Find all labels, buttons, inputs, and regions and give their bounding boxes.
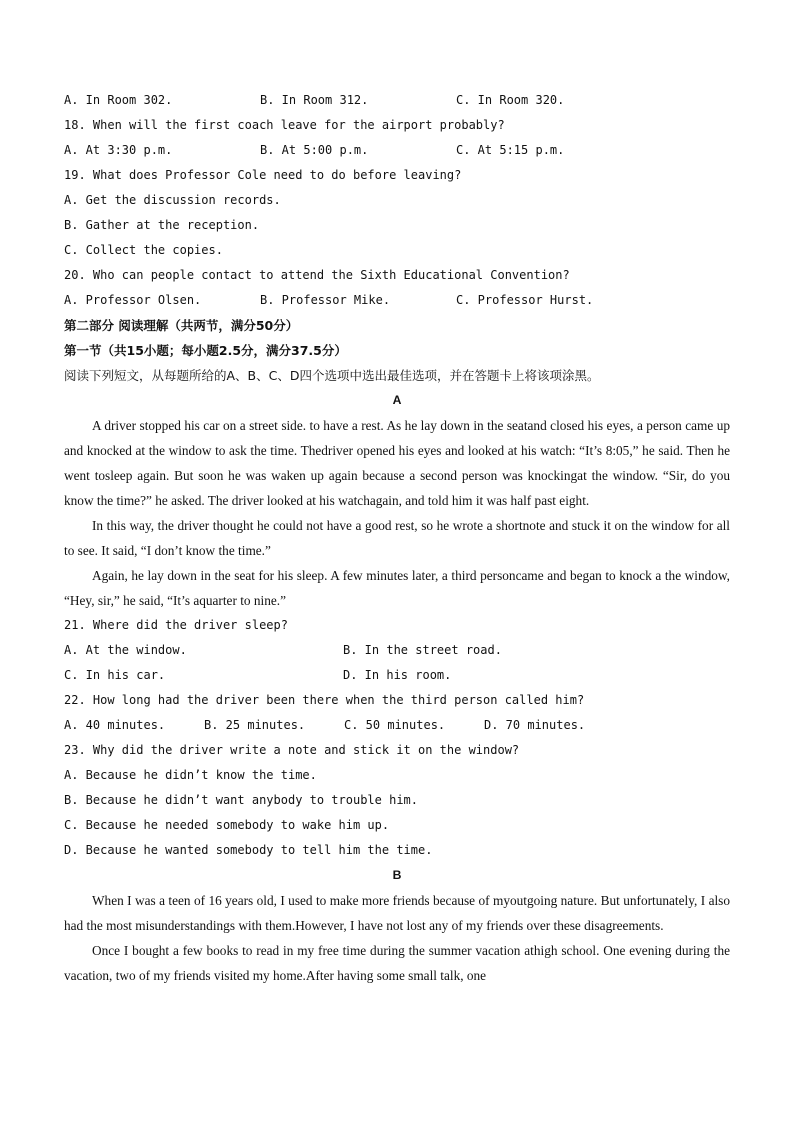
option-c: C. In Room 320. xyxy=(456,93,565,107)
q17-options xyxy=(64,88,730,113)
option-a: A. In Room 302. xyxy=(64,93,173,107)
question-18: 18. When will the first coach leave for the airport probably? xyxy=(64,118,505,132)
option-b: B. At 5:00 p.m. xyxy=(260,143,369,157)
passage-a-paragraph: Again, he lay down in the seat for his sleep. A few minutes later, a third personcame and began to knock a the window, “Hey, sir,” he said, “It’s aquarter to nine.” xyxy=(64,568,730,608)
passage-b-paragraph: Once I bought a few books to read in my free time during the summer vacation athigh school. One evening during the vacation, two of my friends visited my home.After having some small talk, one xyxy=(64,943,730,983)
q23-option-b: B. Because he didn’t want anybody to trouble him. xyxy=(64,793,419,807)
passage-a-paragraph: A driver stopped his car on a street side. to have a rest. As he lay down in the seatand closed his eyes, a person came up and knocked at the window to ask the time. Thedriver opened his eyes and looked at his watch: “It’s 8:05,” he said. Then he went tosleep again. But soon he was waken up again because a second person was knockingat the window. “Sir, do you know the time?” he asked. The driver looked at his watchagain, and told him it was half past eight. xyxy=(64,418,730,508)
q20-options xyxy=(64,288,730,313)
option-c: C. 50 minutes. xyxy=(344,718,446,732)
option-b: B. In the street road. xyxy=(343,643,502,657)
q18-options xyxy=(64,138,730,163)
q23-option-a: A. Because he didn’t know the time. xyxy=(64,768,317,782)
q19-option-a: A. Get the discussion records. xyxy=(64,193,281,207)
passage-a-title: A xyxy=(392,393,402,407)
q23-option-d: D. Because he wanted somebody to tell him the time. xyxy=(64,843,433,857)
option-d: D. In his room. xyxy=(343,668,452,682)
option-b: B. 25 minutes. xyxy=(204,718,306,732)
q19-option-b: B. Gather at the reception. xyxy=(64,218,260,232)
part2-heading: 第二部分 阅读理解（共两节，满分50分） xyxy=(64,318,299,333)
option-a: A. At 3:30 p.m. xyxy=(64,143,173,157)
option-a: A. Professor Olsen. xyxy=(64,293,202,307)
q21-options-row2 xyxy=(64,663,730,688)
option-c: C. At 5:15 p.m. xyxy=(456,143,565,157)
q21-options-row1 xyxy=(64,638,730,663)
question-23: 23. Why did the driver write a note and stick it on the window? xyxy=(64,743,520,757)
option-a: A. At the window. xyxy=(64,643,187,657)
question-21: 21. Where did the driver sleep? xyxy=(64,618,288,632)
option-d: D. 70 minutes. xyxy=(484,718,586,732)
question-20: 20. Who can people contact to attend the Sixth Educational Convention? xyxy=(64,268,570,282)
q22-options xyxy=(64,713,730,738)
question-19: 19. What does Professor Cole need to do before leaving? xyxy=(64,168,462,182)
option-b: B. In Room 312. xyxy=(260,93,369,107)
option-b: B. Professor Mike. xyxy=(260,293,391,307)
q19-option-c: C. Collect the copies. xyxy=(64,243,223,257)
option-c: C. In his car. xyxy=(64,668,166,682)
question-22: 22. How long had the driver been there when the third person called him? xyxy=(64,693,585,707)
exam-page xyxy=(64,88,730,988)
passage-b-title: B xyxy=(392,868,402,882)
q23-option-c: C. Because he needed somebody to wake him up. xyxy=(64,818,390,832)
option-a: A. 40 minutes. xyxy=(64,718,166,732)
passage-a-paragraph: In this way, the driver thought he could not have a good rest, so he wrote a shortnote and stuck it on the window for all to see. It said, “I don’t know the time.” xyxy=(64,518,730,558)
instructions: 阅读下列短文，从每题所给的A、B、C、D四个选项中选出最佳选项，并在答题卡上将该项涂黑。 xyxy=(64,368,600,383)
option-c: C. Professor Hurst. xyxy=(456,293,594,307)
section1-heading: 第一节（共15小题；每小题2.5分，满分37.5分） xyxy=(64,343,347,358)
passage-b-paragraph: When I was a teen of 16 years old, I used to make more friends because of myoutgoing nature. But unfortunately, I also had the most misunderstandings with them.However, I have not lost any of my friends over these disagreements. xyxy=(64,893,730,933)
